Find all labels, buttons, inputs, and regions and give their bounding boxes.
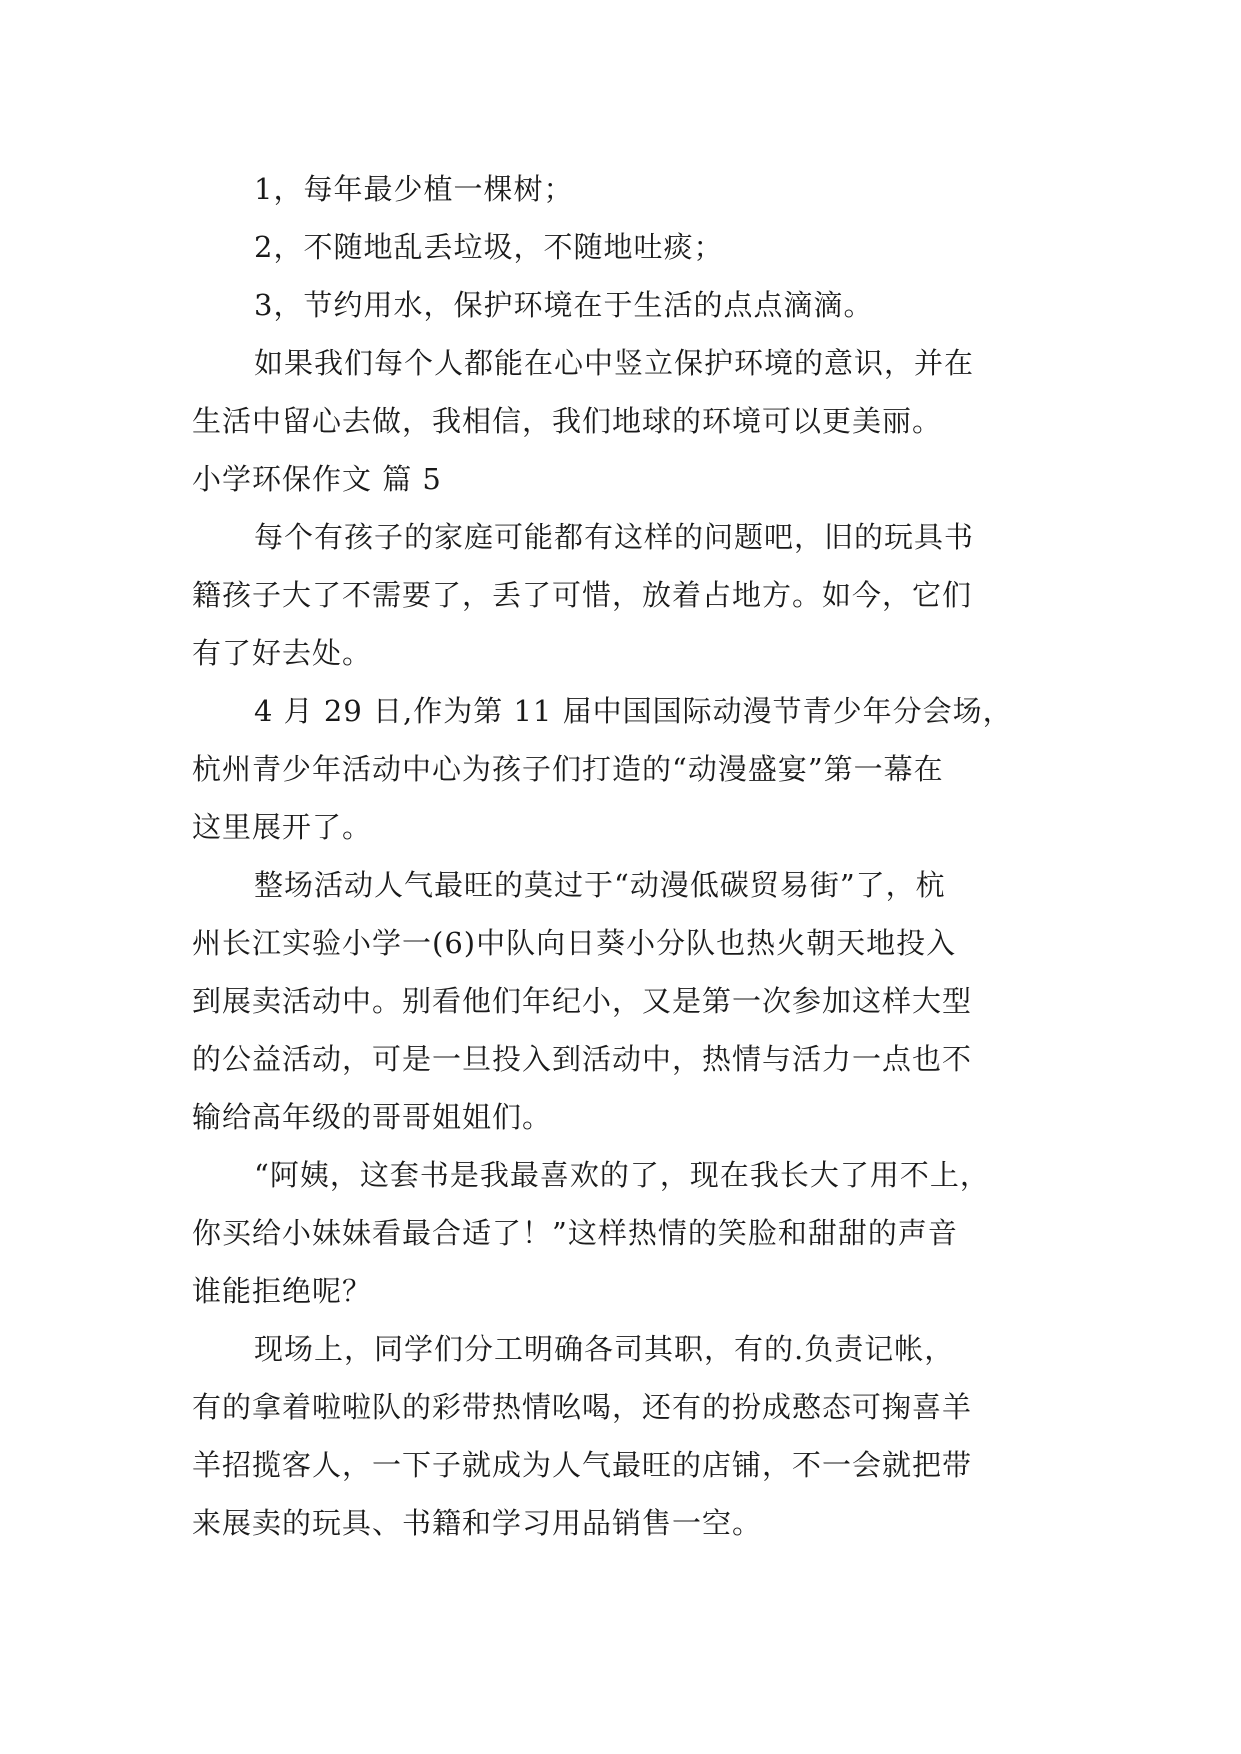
paragraph-line: 4 月 29 日,作为第 11 届中国国际动漫节青少年分会场， [254, 694, 1013, 728]
paragraph-line: 杭州青少年活动中心为孩子们打造的“动漫盛宴”第一幕在 [192, 752, 944, 786]
paragraph-line: 谁能拒绝呢？ [192, 1274, 373, 1308]
paragraph-line: 有了好去处。 [192, 636, 373, 670]
paragraph-line: 有的拿着啦啦队的彩带热情吆喝，还有的扮成憨态可掬喜羊 [192, 1390, 973, 1424]
paragraph-line: 整场活动人气最旺的莫过于“动漫低碳贸易街”了，杭 [254, 868, 946, 902]
paragraph-line: “阿姨，这套书是我最喜欢的了，现在我长大了用不上， [254, 1158, 990, 1192]
paragraph-line: 羊招揽客人，一下子就成为人气最旺的店铺，不一会就把带 [192, 1448, 973, 1482]
paragraph-line: 输给高年级的哥哥姐姐们。 [192, 1100, 553, 1134]
paragraph-line: 如果我们每个人都能在心中竖立保护环境的意识，并在 [254, 346, 975, 380]
paragraph-line: 你买给小妹妹看最合适了！”这样热情的笑脸和甜甜的声音 [192, 1216, 958, 1250]
paragraph-line: 州长江实验小学一(6)中队向日葵小分队也热火朝天地投入 [192, 926, 957, 960]
list-item-2: 2，不随地乱丢垃圾，不随地吐痰； [254, 230, 724, 264]
paragraph-line: 这里展开了。 [192, 810, 373, 844]
paragraph-line: 的公益活动，可是一旦投入到活动中，热情与活力一点也不 [192, 1042, 973, 1076]
list-item-1: 1，每年最少植一棵树； [254, 172, 574, 206]
paragraph-line: 到展卖活动中。别看他们年纪小，又是第一次参加这样大型 [192, 984, 973, 1018]
list-item-3: 3，节约用水，保护环境在于生活的点点滴滴。 [254, 288, 874, 322]
paragraph-line: 来展卖的玩具、书籍和学习用品销售一空。 [192, 1506, 763, 1540]
paragraph-line: 籍孩子大了不需要了，丢了可惜，放着占地方。如今，它们 [192, 578, 973, 612]
paragraph-line: 现场上，同学们分工明确各司其职，有的.负责记帐， [254, 1332, 955, 1366]
paragraph-line: 生活中留心去做，我相信，我们地球的环境可以更美丽。 [192, 404, 943, 438]
document-body [192, 160, 1072, 1552]
paragraph-line: 每个有孩子的家庭可能都有这样的问题吧，旧的玩具书 [254, 520, 975, 554]
section-heading: 小学环保作文 篇 5 [192, 462, 442, 496]
